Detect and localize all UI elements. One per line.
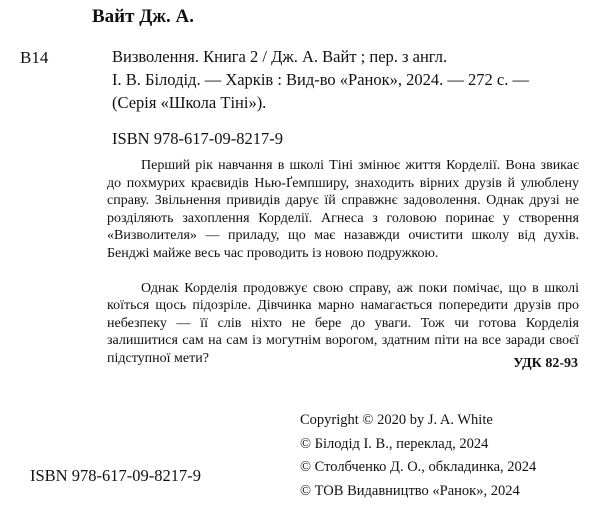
copyright-line: © Білодід І. В., переклад, 2024 [300, 435, 489, 452]
catalog-code: В14 [20, 48, 49, 67]
copyright-block [300, 409, 536, 503]
isbn-top: ISBN 978-617-09-8217-9 [112, 129, 283, 148]
isbn-bottom: ISBN 978-617-09-8217-9 [30, 466, 201, 485]
copyright-line: Copyright © 2020 by J. A. White [300, 412, 493, 428]
annotation-paragraph: Перший рік навчання в школі Тіні змінює життя Корделії. Вона звикає до похмурих краєвидів Нью-Ґемпширу, знаходить вірних друзів й улюблену справу. Звільнення привидів дарує їй справжнє задоволення. Однак друзі не розділяють захоплення Корделії. Агнеса з головою поринає у створення «Визволителя» — приладу, що має назавжди очистити школу від духів. Бенджі майже весь час проводить із новою подружкою. [107, 158, 579, 261]
annotation-paragraph: Однак Корделія продовжує свою справу, аж поки помічає, що в школі коїться щось підозріле. Дівчинка марно намагається попередити друзів про небезпеку — її слів ніхто не бере до уваги. Тож чи готова Корделія залишитися сам на сам із могутнім ворогом, здатним піти на все заради своєї підступної мети? [107, 280, 579, 366]
copyright-line: © Столбченко Д. О., обкладинка, 2024 [300, 459, 537, 475]
bibliographic-line: Визволення. Книга 2 / Дж. А. Вайт ; пер. з англ. [112, 47, 448, 66]
author-heading: Вайт Дж. А. [92, 6, 195, 27]
udk-code: УДК 82-93 [513, 356, 578, 371]
copyright-line: © ТОВ Видавництво «Ранок», 2024 [300, 482, 520, 499]
annotation [107, 157, 579, 368]
bibliographic-line: І. В. Білодід. — Харків : Вид-во «Ранок», 2024. — 272 с. — [112, 70, 529, 89]
bibliographic-line: (Серія «Школа Тіні»). [112, 93, 267, 112]
